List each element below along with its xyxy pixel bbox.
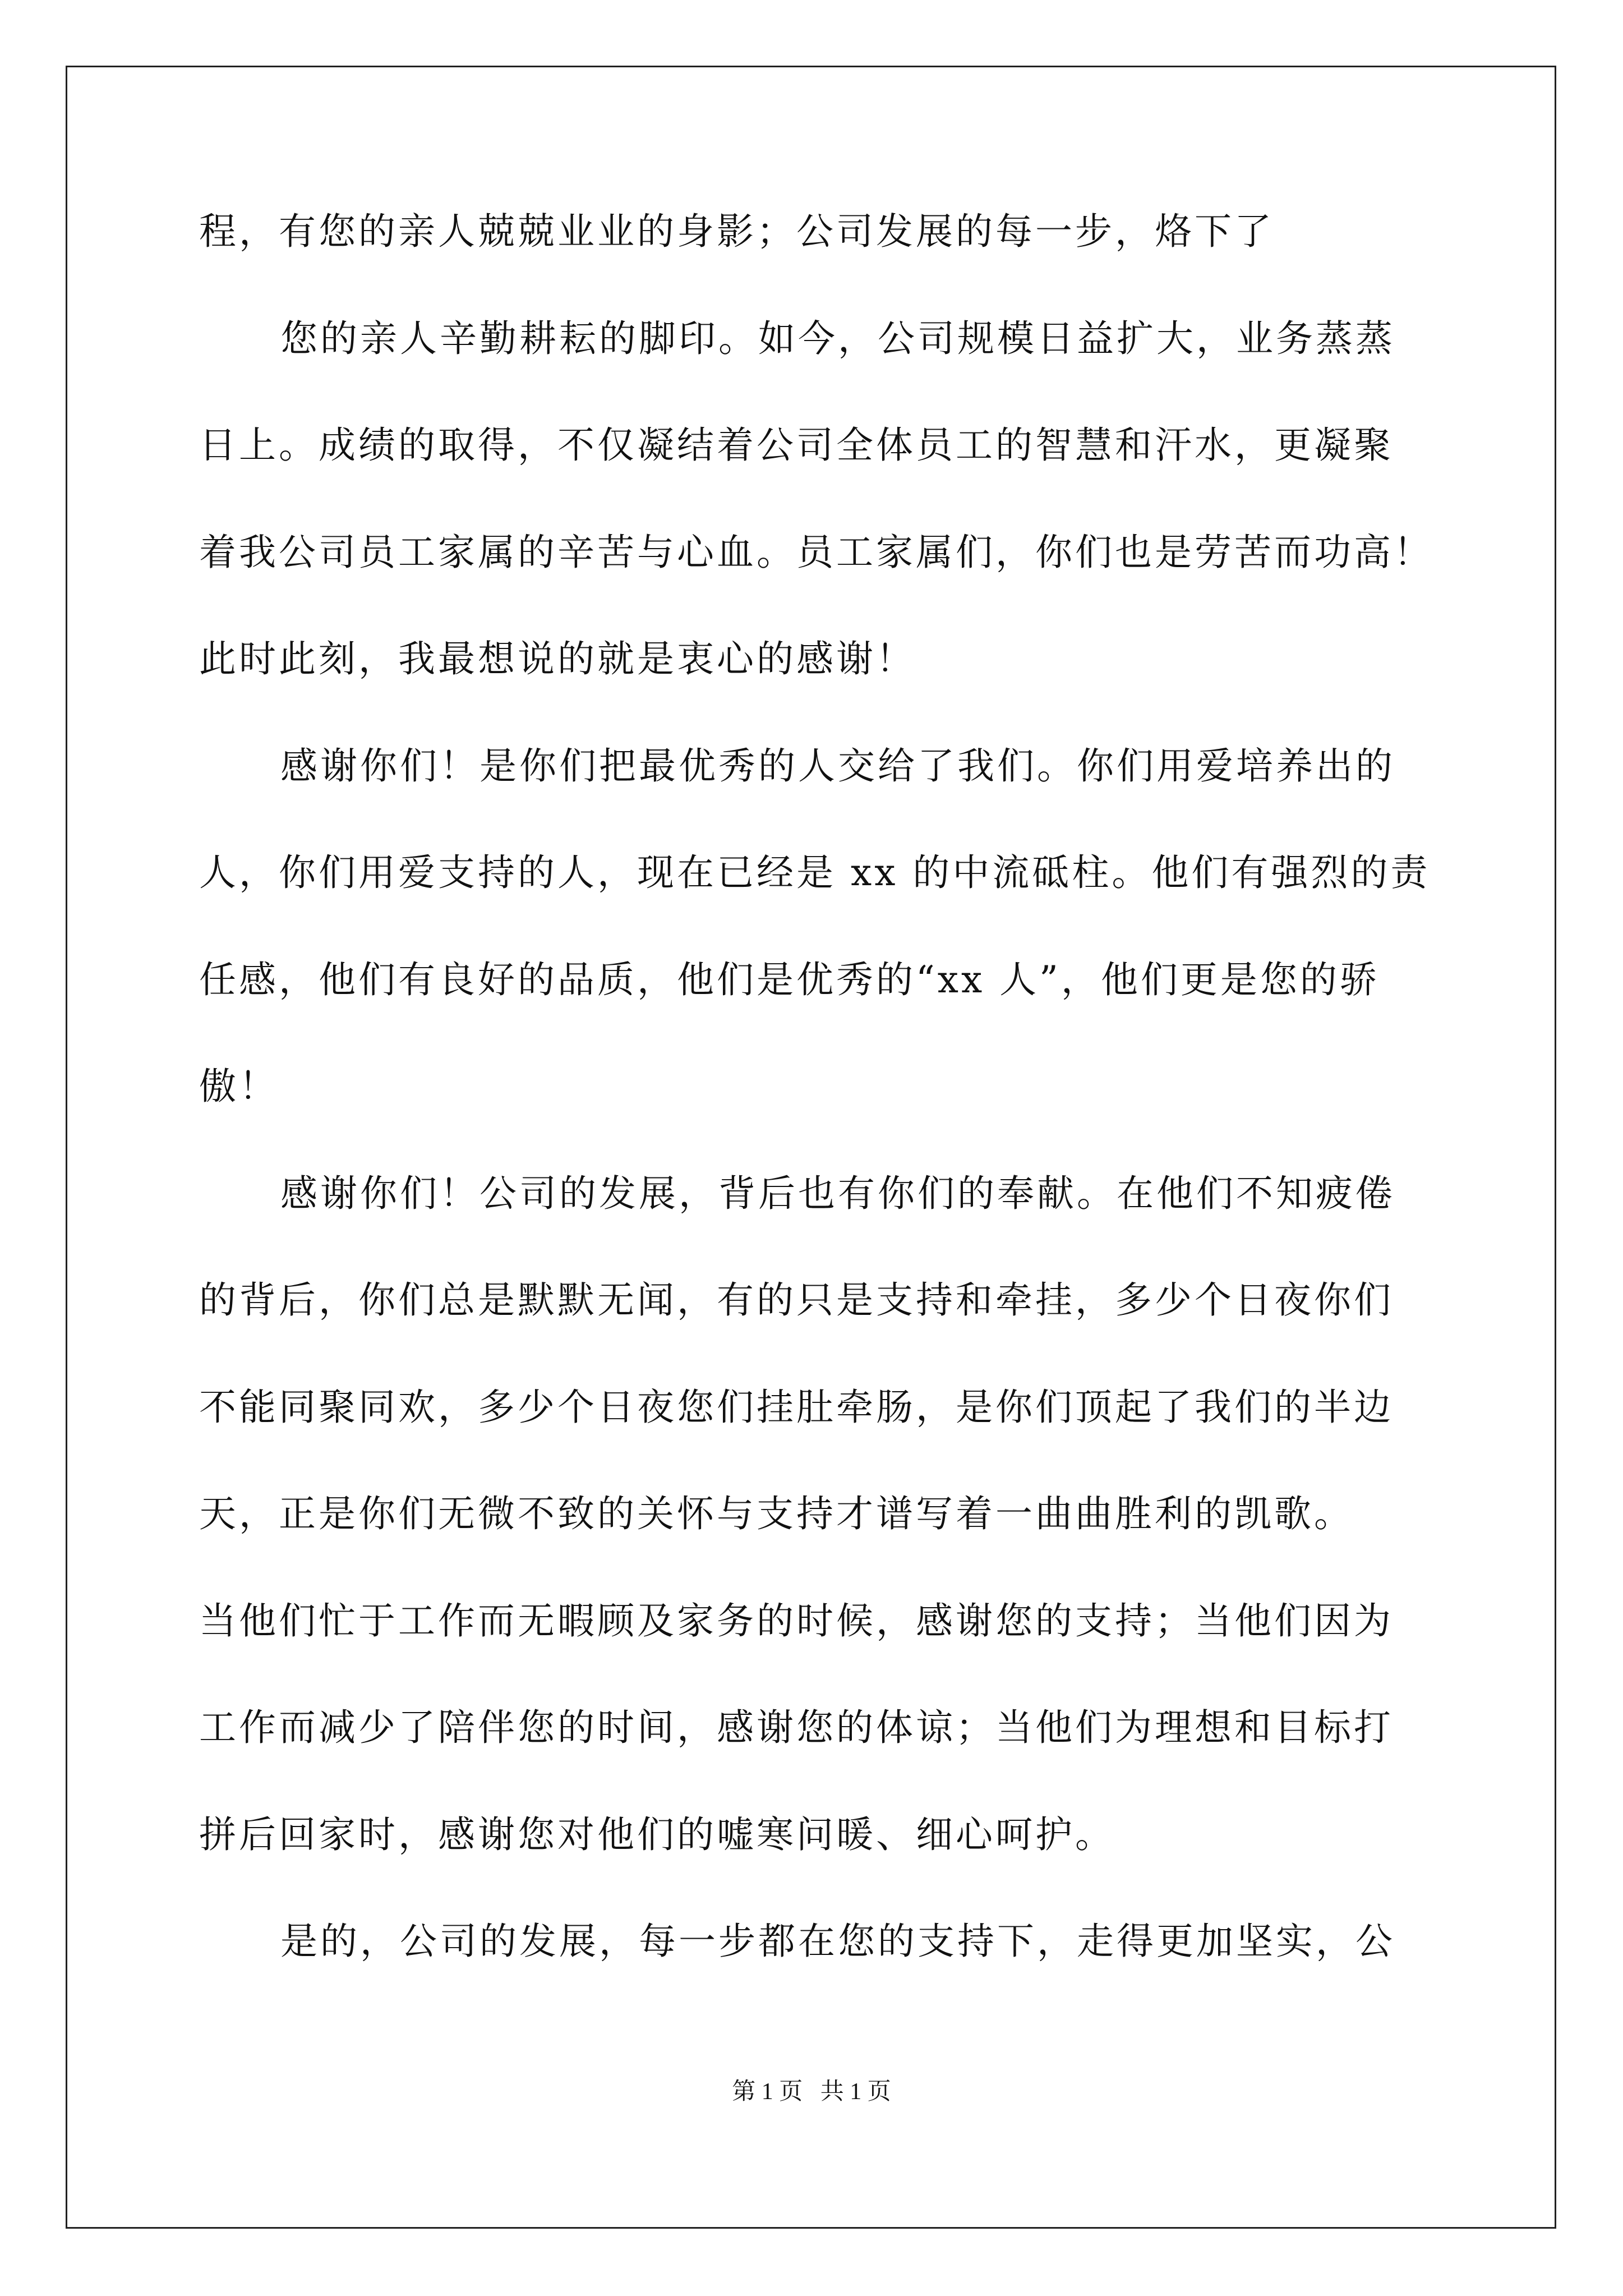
text-line: 任感，他们有良好的品质，他们是优秀的“xx 人”，他们更是您的骄 <box>199 958 1380 1001</box>
text-line: 拼后回家时，感谢您对他们的嘘寒问暖、细心呵护。 <box>199 1812 1115 1856</box>
text-line: 工作而减少了陪伴您的时间，感谢您的体谅；当他们为理想和目标打 <box>199 1706 1394 1749</box>
text-line: 此时此刻，我最想说的就是衷心的感谢！ <box>199 637 916 680</box>
text-line: 日上。成绩的取得，不仅凝结着公司全体员工的智慧和汗水，更凝聚 <box>199 424 1394 467</box>
text-line: 的背后，你们总是默默无闻，有的只是支持和牵挂，多少个日夜你们 <box>199 1278 1394 1322</box>
text-line: 着我公司员工家属的辛苦与心血。员工家属们，你们也是劳苦而功高！ <box>199 530 1433 574</box>
text-line: 人，你们用爱支持的人，现在已经是 xx 的中流砥柱。他们有强烈的责 <box>199 851 1431 894</box>
text-line: 感谢你们！公司的发展，背后也有你们的奉献。在他们不知疲倦 <box>280 1171 1395 1215</box>
text-line: 程，有您的亲人兢兢业业的身影；公司发展的每一步，烙下了 <box>199 210 1274 253</box>
text-line: 傲！ <box>199 1065 279 1108</box>
text-line: 是的，公司的发展，每一步都在您的支持下，走得更加坚实，公 <box>280 1920 1395 1963</box>
text-line: 天，正是你们无微不致的关怀与支持才谱写着一曲曲胜利的凯歌。 <box>199 1492 1354 1535</box>
page-number: 第 1 页 共 1 页 <box>732 2079 891 2105</box>
document-body <box>199 210 1455 2030</box>
text-line: 您的亲人辛勤耕耘的脚印。如今，公司规模日益扩大，业务蒸蒸 <box>280 316 1395 360</box>
text-line: 不能同聚同欢，多少个日夜您们挂肚牵肠，是你们顶起了我们的半边 <box>199 1385 1394 1429</box>
text-line: 感谢你们！是你们把最优秀的人交给了我们。你们用爱培养出的 <box>280 744 1395 788</box>
text-line: 当他们忙于工作而无暇顾及家务的时候，感谢您的支持；当他们因为 <box>199 1599 1394 1642</box>
